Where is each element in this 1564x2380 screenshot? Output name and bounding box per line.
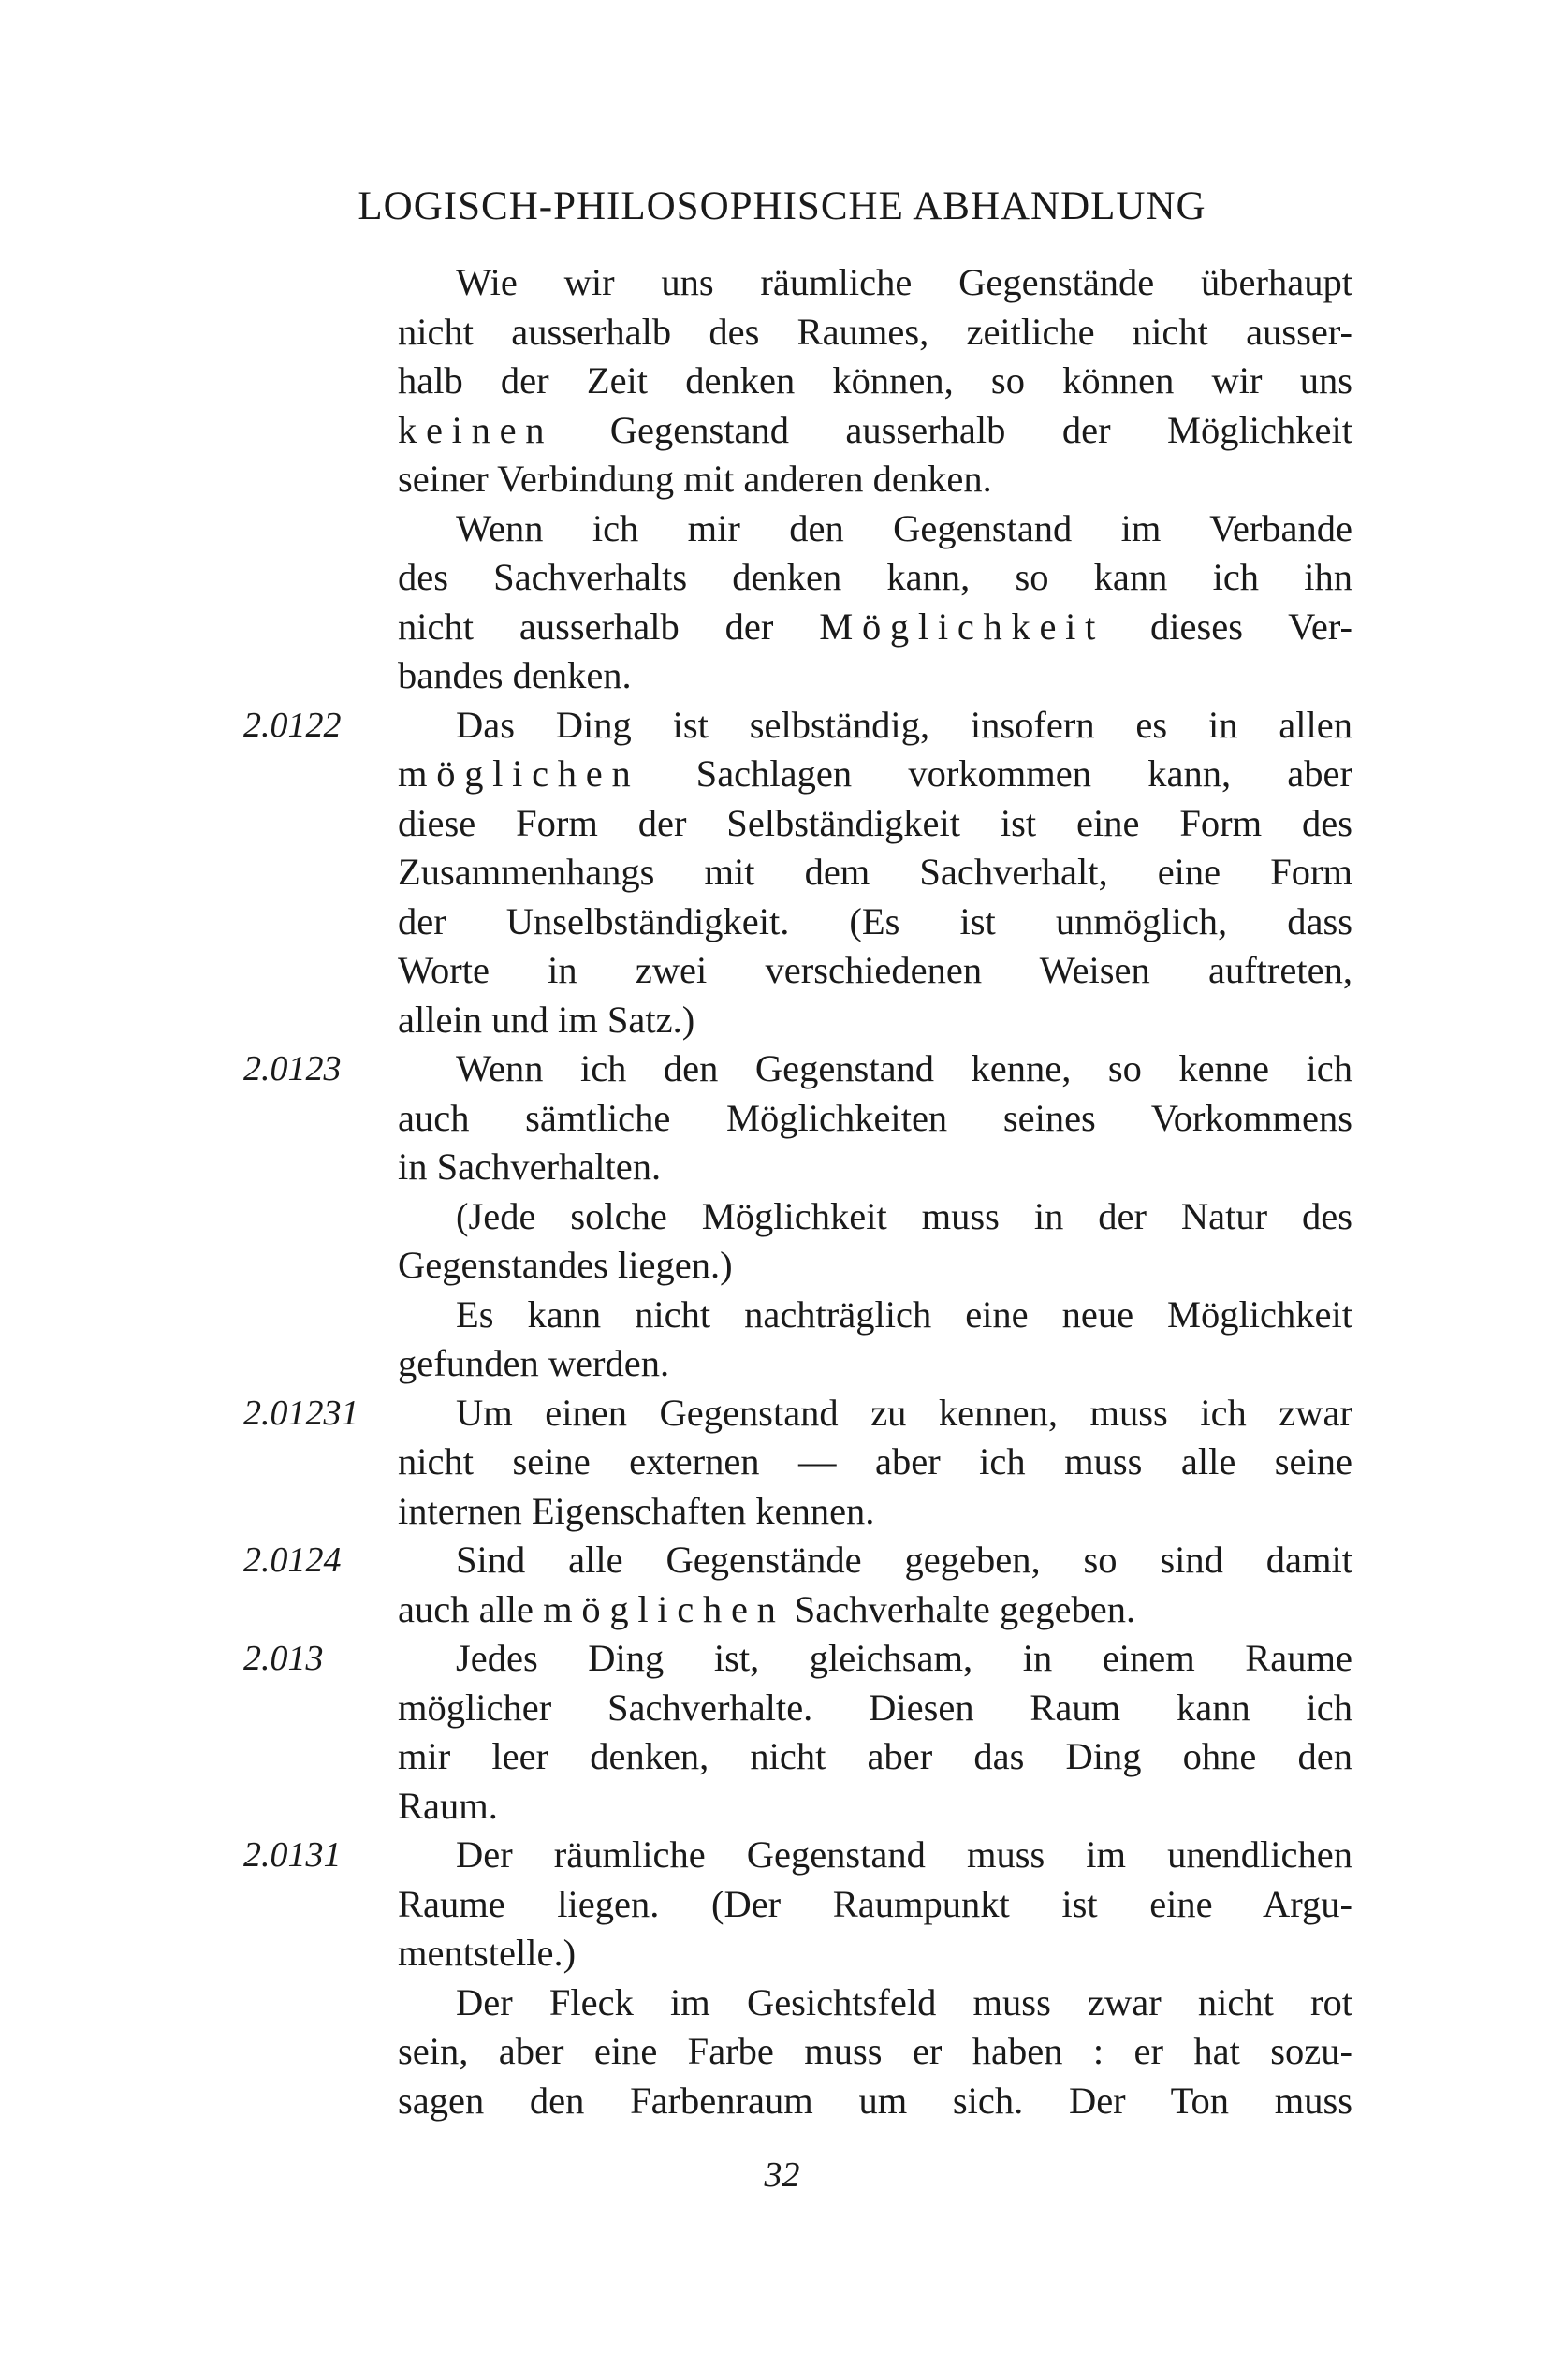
proposition-number: 2.01231 <box>243 1393 359 1433</box>
page-number: 32 <box>764 2155 800 2195</box>
text-line: allein und im Satz.) <box>398 998 695 1041</box>
running-head: LOGISCH-PHILOSOPHISCHE ABHANDLUNG <box>358 184 1206 228</box>
spaced-emphasis: keinen <box>398 408 554 451</box>
text-line: Es kann nicht nachträglich eine neue Möglichkeit <box>456 1292 1352 1336</box>
text-line: der Unselbständigkeit. (Es ist unmöglich, dass <box>398 899 1352 942</box>
text-line: des Sachverhalts denken kann, so kann ich ihn <box>398 556 1352 598</box>
text-line: Wenn ich den Gegenstand kenne, so kenne ich <box>456 1047 1352 1089</box>
text-line: Worte in zwei verschiedenen Weisen auftreten, <box>398 949 1352 991</box>
text-line: diese Form der Selbständigkeit ist eine Form des <box>398 801 1352 844</box>
text-line: Sind alle Gegenstände gegeben, so sind damit <box>456 1539 1352 1581</box>
text-line: nicht ausserhalb des Raumes, zeitliche nicht ausser- <box>398 310 1352 353</box>
proposition-line <box>243 1831 1352 1880</box>
text-line: in Sachverhalten. <box>398 1146 662 1188</box>
text-line: gefunden werden. <box>398 1342 670 1384</box>
text-line: sein, aber eine Farbe muss er haben : er hat sozu- <box>398 2030 1352 2072</box>
proposition-number: 2.0123 <box>243 1049 342 1088</box>
proposition-line <box>243 701 1352 751</box>
text-line: auch alle möglichen Sachverhalte gegeben. <box>398 1587 1136 1630</box>
spaced-emphasis: möglichen <box>543 1587 785 1630</box>
proposition-number: 2.0122 <box>243 705 342 745</box>
text-line: Wie wir uns räumliche Gegenstände überhaupt <box>456 261 1352 303</box>
text-line: bandes denken. <box>398 654 632 696</box>
text-line: auch sämtliche Möglichkeiten seines Vorkommens <box>398 1096 1352 1139</box>
text-line: Raum. <box>398 1784 498 1827</box>
proposition-line <box>243 1044 1352 1094</box>
text-line: halb der Zeit denken können, so können wir uns <box>398 359 1352 402</box>
text-line: nicht ausserhalb der Möglichkeit dieses Ver- <box>398 605 1352 648</box>
text-line: Das Ding ist selbständig, insofern es in allen <box>456 703 1352 746</box>
text-line: Wenn ich mir den Gegenstand im Verbande <box>456 506 1352 549</box>
text-line: nicht seine externen — aber ich muss alle seine <box>398 1440 1352 1482</box>
spaced-emphasis: Möglichkeit <box>819 605 1105 648</box>
proposition-number: 2.0131 <box>243 1835 342 1875</box>
text-line: Gegenstandes liegen.) <box>398 1244 733 1286</box>
text-line: internen Eigenschaften kennen. <box>398 1489 875 1532</box>
proposition-line <box>243 1634 1352 1684</box>
text-line: seiner Verbindung mit anderen denken. <box>398 458 992 500</box>
text-line: (Jede solche Möglichkeit muss in der Natur des <box>456 1194 1352 1237</box>
text-line: sagen den Farbenraum um sich. Der Ton muss <box>398 2079 1352 2122</box>
proposition-line <box>243 1389 1352 1438</box>
text-line: Raume liegen. (Der Raumpunkt ist eine Argu- <box>398 1882 1352 1925</box>
text-line: möglichen Sachlagen vorkommen kann, aber <box>398 752 1352 795</box>
spaced-emphasis: möglichen <box>398 752 640 795</box>
proposition-number: 2.013 <box>243 1639 324 1678</box>
text-line: Jedes Ding ist, gleichsam, in einem Raume <box>456 1637 1352 1679</box>
body-text <box>243 258 1352 2125</box>
text-line: Der räumliche Gegenstand muss im unendlichen <box>456 1833 1352 1876</box>
text-line: mentstelle.) <box>398 1932 577 1974</box>
text-line: Zusammenhangs mit dem Sachverhalt, eine Form <box>398 851 1352 893</box>
text-line: Um einen Gegenstand zu kennen, muss ich zwar <box>456 1391 1352 1434</box>
proposition-number: 2.0124 <box>243 1540 342 1580</box>
text-line: möglicher Sachverhalte. Diesen Raum kann ich <box>398 1686 1352 1729</box>
text-line: Der Fleck im Gesichtsfeld muss zwar nicht rot <box>456 1980 1352 2023</box>
text-line: keinen Gegenstand ausserhalb der Möglichkeit <box>398 408 1352 451</box>
proposition-line <box>243 1536 1352 1585</box>
text-line: mir leer denken, nicht aber das Ding ohne den <box>398 1735 1352 1777</box>
